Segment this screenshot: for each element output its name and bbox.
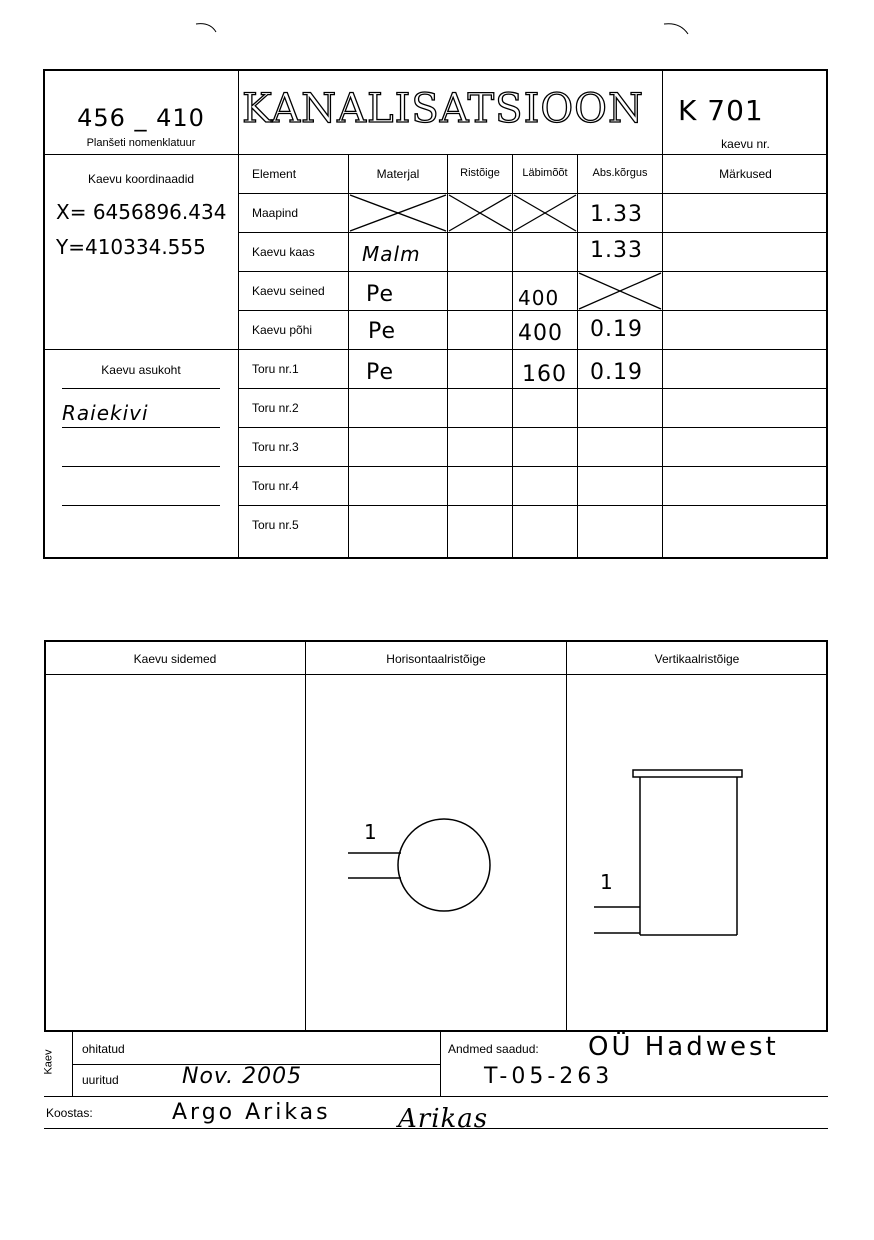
connections-heading: Kaevu sidemed: [133, 652, 217, 666]
cell-diameter: 400: [518, 321, 563, 346]
cell-material: Pe: [366, 282, 395, 307]
surveyed-value: Nov. 2005: [182, 1064, 303, 1089]
data-source-label: Andmed saadud:: [448, 1042, 539, 1056]
form-title: KANALISATSIOON: [242, 86, 644, 132]
author-value: Argo Arikas: [172, 1100, 331, 1125]
cell-material: Pe: [366, 360, 395, 385]
table-header-notes: Märkused: [719, 167, 772, 181]
table-header-cross-section: Ristõige: [460, 167, 500, 179]
crossed-cells: [0, 0, 874, 600]
cell-abs-height: 1.33: [590, 238, 643, 263]
row-label: Toru nr.2: [252, 401, 299, 415]
pipe-label-vertical: 1: [600, 870, 614, 894]
row-label: Toru nr.5: [252, 518, 299, 532]
footer-side-label: Kaev: [42, 1049, 55, 1075]
row-label: Toru nr.3: [252, 440, 299, 454]
surveyed-label: uuritud: [82, 1073, 119, 1087]
row-label: Kaevu põhi: [252, 323, 313, 337]
corner-marks: [0, 0, 874, 60]
well-number-value: K 701: [678, 94, 764, 127]
table-header-diameter: Läbimõõt: [522, 167, 568, 179]
footer-line: [44, 1096, 828, 1097]
location-label: Kaevu asukoht: [101, 363, 181, 377]
data-source-code: T-05-263: [484, 1064, 614, 1089]
cell-abs-height: 0.19: [590, 360, 643, 385]
location-value: Raiekivi: [62, 401, 149, 425]
table-header-element: Element: [252, 167, 297, 181]
footer-divider: [440, 1032, 441, 1096]
horizontal-section-drawing: [306, 675, 566, 1031]
vertical-section-drawing: [567, 675, 827, 1031]
coordinates-label: Kaevu koordinaadid: [87, 172, 195, 186]
coordinate-x: X= 6456896.434: [56, 200, 227, 224]
author-label: Koostas:: [46, 1106, 93, 1120]
row-label: Kaevu kaas: [252, 245, 315, 259]
coordinate-y: Y=410334.555: [56, 235, 206, 259]
cell-diameter: 400: [518, 286, 560, 310]
row-label: Maapind: [252, 206, 299, 220]
nomenclature-label: Planšeti nomenklatuur: [86, 137, 196, 149]
row-label: Kaevu seined: [252, 284, 325, 298]
table-header-material: Materjal: [376, 167, 420, 181]
cell-material: Malm: [362, 242, 421, 266]
vertical-section-heading: Vertikaalristõige: [654, 652, 740, 666]
cell-abs-height: 1.33: [590, 202, 643, 227]
horizontal-section-heading: Horisontaalristõige: [386, 652, 486, 666]
signature: Arikas: [398, 1104, 489, 1134]
row-label: Toru nr.1: [252, 362, 299, 376]
data-source-value: OÜ Hadwest: [588, 1032, 779, 1062]
table-header-abs-height: Abs.kõrgus: [592, 167, 648, 179]
nomenclature-value: 456 _ 410: [77, 104, 205, 132]
cell-abs-height: 0.19: [590, 317, 643, 342]
cell-material: Pe: [368, 319, 397, 344]
pipe-label-horizontal: 1: [364, 820, 378, 844]
well-number-label: kaevu nr.: [721, 137, 770, 151]
checked-label: ohitatud: [82, 1042, 125, 1056]
cell-diameter: 160: [522, 362, 567, 387]
row-label: Toru nr.4: [252, 479, 299, 493]
